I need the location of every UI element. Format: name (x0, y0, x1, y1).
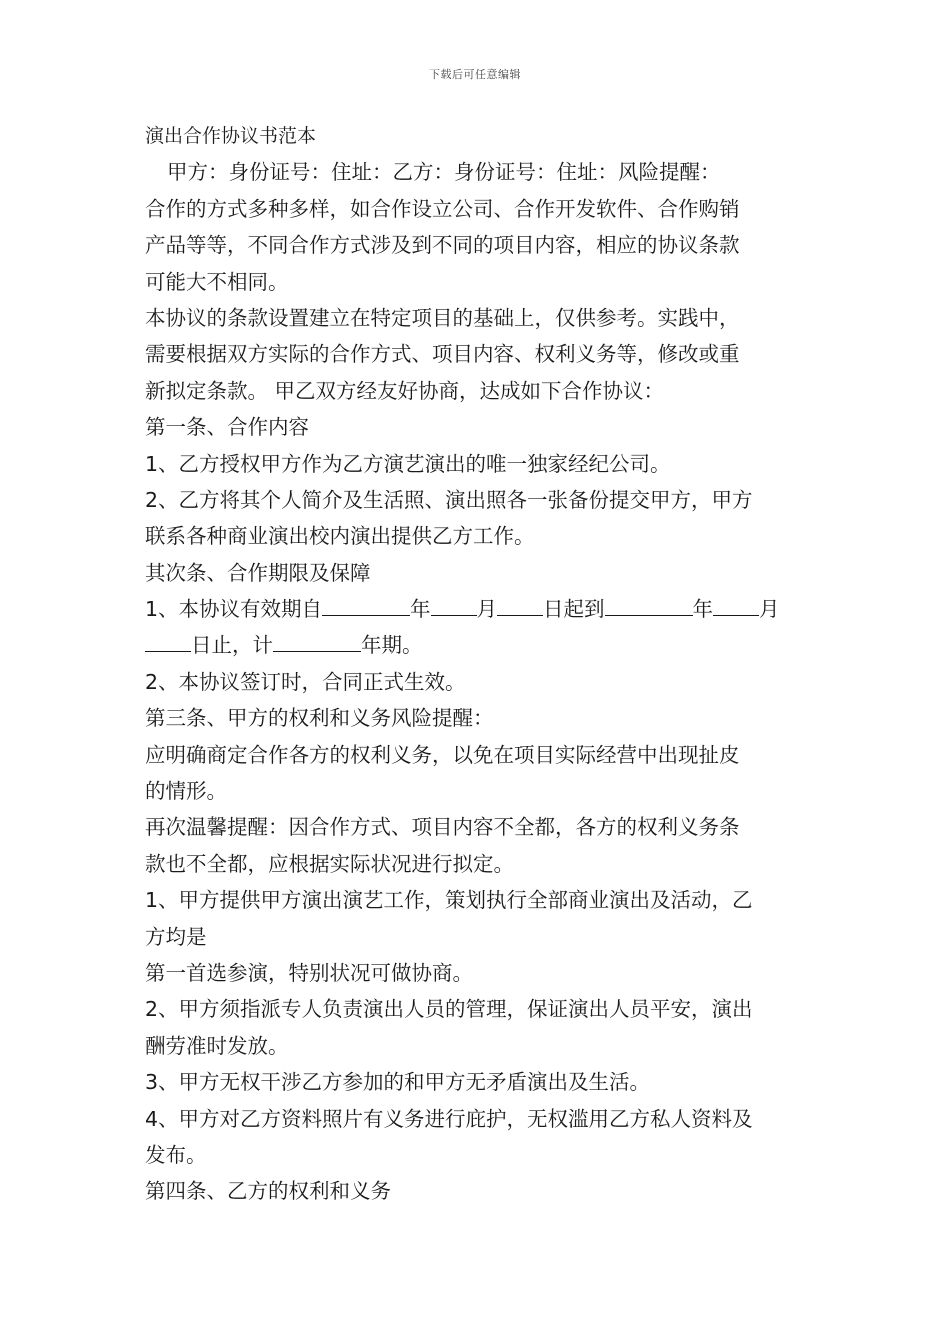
paragraph-line: 本协议的条款设置建立在特定项目的基础上，仅供参考。实践中， (145, 305, 740, 330)
paragraph-line: 新拟定条款。 甲乙双方经友好协商，达成如下合作协议： (145, 378, 665, 403)
blank-month-start[interactable] (431, 591, 477, 616)
clause-line: 联系各种商业演出校内演出提供乙方工作。 (145, 524, 535, 549)
paragraph-line: 产品等等，不同合作方式涉及到不同的项目内容，相应的协议条款 (145, 233, 740, 258)
clause-line: 3、甲方无权干涉乙方参加的和甲方无矛盾演出及生活。 (145, 1070, 651, 1095)
document-title: 演出合作协议书范本 (145, 125, 317, 147)
term-text: 日起到 (543, 597, 605, 622)
paragraph-line: 的情形。 (145, 779, 227, 804)
term-text: 年 (692, 597, 714, 622)
clause-line: 方均是 (145, 924, 207, 949)
paragraph-line: 可能大不相同。 (145, 269, 289, 294)
download-note: 下载后可任意编辑 (429, 68, 521, 81)
term-text: 月 (759, 597, 780, 622)
paragraph-line: 款也不全都，应根据实际状况进行拟定。 (145, 851, 514, 876)
term-text: 日止，计 (191, 633, 273, 658)
clause-line: 第一首选参演，特别状况可做协商。 (145, 960, 473, 985)
clause-line: 酬劳准时发放。 (145, 1033, 289, 1058)
paragraph-line: 再次温馨提醒：因合作方式、项目内容不全都，各方的权利义务条 (145, 815, 740, 840)
term-text: 年期。 (361, 633, 423, 658)
term-text: 年 (410, 597, 431, 622)
clause-line: 2、甲方须指派专人负责演出人员的管理，保证演出人员平安，演出 (145, 997, 753, 1022)
paragraph-line: 应明确商定合作各方的权利义务，以免在项目实际经营中出现扯皮 (145, 742, 740, 767)
section-heading: 第一条、合作内容 (145, 415, 309, 440)
parties-line: 甲方：身份证号：住址：乙方：身份证号：住址：风险提醒： (167, 160, 721, 185)
section-heading: 第四条、乙方的权利和义务 (145, 1179, 391, 1204)
blank-day-start[interactable] (497, 591, 543, 616)
blank-day-end[interactable] (145, 627, 191, 652)
clause-line: 4、甲方对乙方资料照片有义务进行庇护，无权滥用乙方私人资料及 (145, 1106, 753, 1131)
term-line (145, 591, 810, 627)
blank-duration[interactable] (273, 627, 361, 652)
paragraph-line: 需要根据双方实际的合作方式、项目内容、权利义务等，修改或重 (145, 342, 740, 367)
clause-line: 2、本协议签订时，合同正式生效。 (145, 669, 466, 694)
term-text: 月 (476, 597, 498, 622)
blank-month-end[interactable] (713, 591, 759, 616)
term-text: 1、本协议有效期自 (145, 597, 323, 622)
section-heading: 其次条、合作期限及保障 (145, 560, 371, 585)
paragraph-line: 合作的方式多种多样，如合作设立公司、合作开发软件、合作购销 (145, 196, 740, 221)
clause-line: 1、乙方授权甲方作为乙方演艺演出的唯一独家经纪公司。 (145, 451, 671, 476)
blank-year-start[interactable] (322, 591, 410, 616)
term-line (145, 627, 810, 663)
clause-line: 2、乙方将其个人简介及生活照、演出照各一张备份提交甲方，甲方 (145, 487, 753, 512)
document-body (145, 118, 810, 1210)
section-heading: 第三条、甲方的权利和义务风险提醒： (145, 706, 494, 731)
clause-line: 1、甲方提供甲方演出演艺工作，策划执行全部商业演出及活动，乙 (145, 888, 753, 913)
clause-line: 发布。 (145, 1142, 207, 1167)
blank-year-end[interactable] (605, 591, 693, 616)
